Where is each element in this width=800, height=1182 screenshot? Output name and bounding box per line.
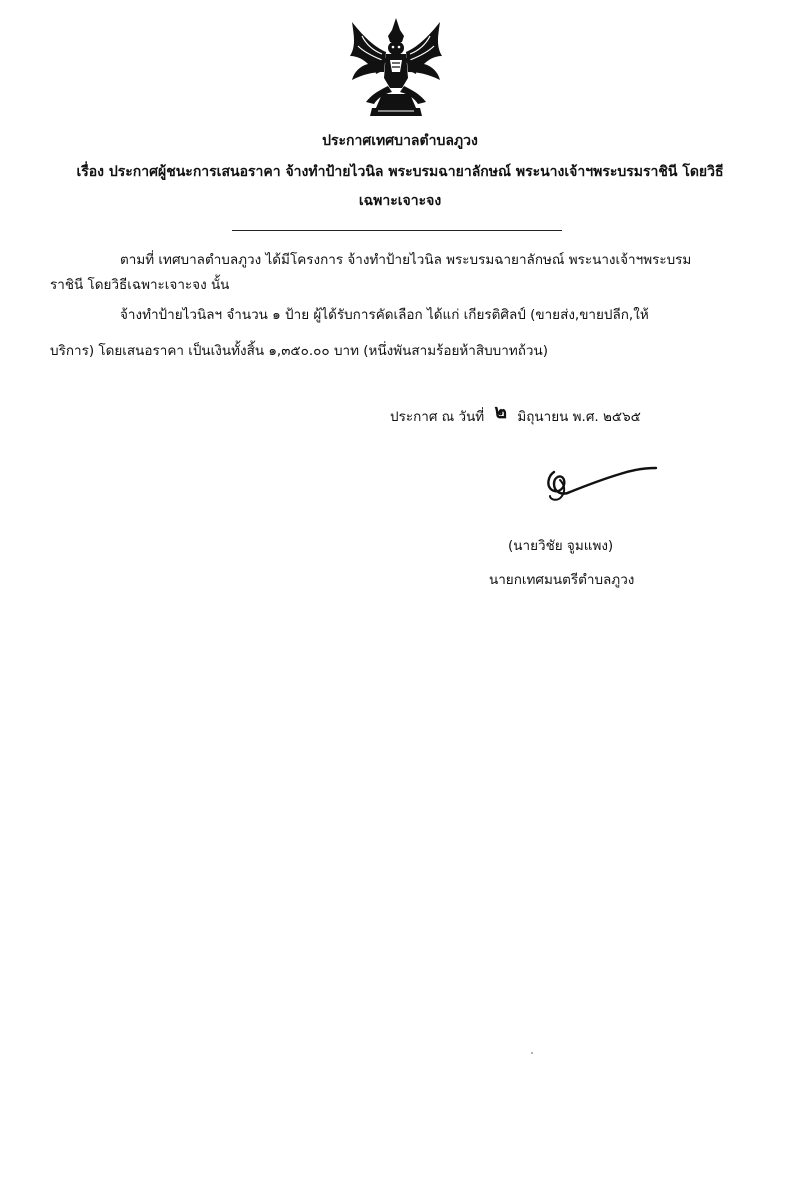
paragraph-1-line-1: ตามที่ เทศบาลตำบลภูวง ได้มีโครงการ จ้างทำป้ายไวนิล พระบรมฉายาลักษณ์ พระนางเจ้าฯพระบรม [120,252,692,268]
document-title: ประกาศเทศบาลตำบลภูวง [322,133,478,149]
signer-position: นายกเทศมนตรีตำบลภูวง [489,572,635,588]
garuda-emblem-icon [342,16,450,120]
announcement-date-suffix: มิถุนายน พ.ศ. ๒๕๖๕ [517,409,641,425]
announcement-date [390,400,641,430]
paragraph-1-line-2: ราชินี โดยวิธีเฉพาะเจาะจง นั้น [50,277,230,293]
signer-name: (นายวิชัย จูมแพง) [508,538,614,554]
paragraph-2-line-2: บริการ) โดยเสนอราคา เป็นเงินทั้งสิ้น ๑,๓๕๐.๐๐ บาท (หนึ่งพันสามร้อยห้าสิบบาทถ้วน) [50,343,548,359]
scan-speck [531,1052,533,1054]
announcement-date-prefix: ประกาศ ณ วันที่ [390,409,485,425]
document-subject: เรื่อง ประกาศผู้ชนะการเสนอราคา จ้างทำป้ายไวนิล พระบรมฉายาลักษณ์ พระนางเจ้าฯพระบรมราชินี โดยวิธี [76,164,724,180]
handwritten-signature [540,462,660,506]
paragraph-2-line-1: จ้างทำป้ายไวนิลฯ จำนวน ๑ ป้าย ผู้ได้รับการคัดเลือก ได้แก่ เกียรติศิลป์ (ขายส่ง,ขายปลีก,ให้ [120,307,649,323]
document-subject-continued: เฉพาะเจาะจง [358,193,442,209]
title-divider [232,230,562,231]
announcement-day-handwritten: ๒ [494,401,508,423]
